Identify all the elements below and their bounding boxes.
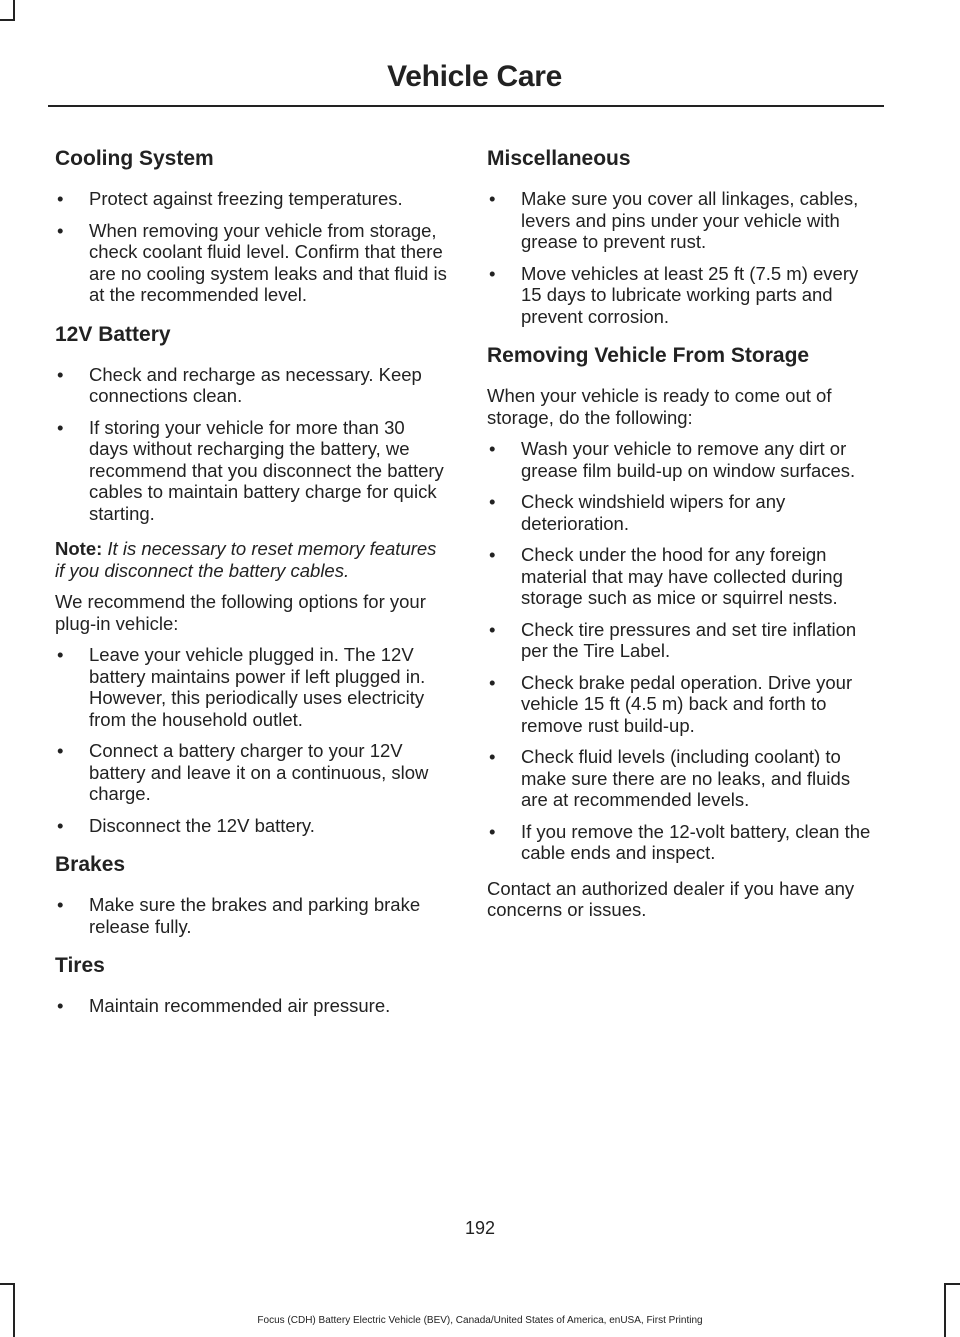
crop-mark-top-left-v (13, 0, 15, 20)
crop-mark-bottom-left-v (13, 1283, 15, 1337)
section-miscellaneous (487, 144, 880, 327)
list-item: • Make sure you cover all linkages, cables, levers and pins under your vehicle with grease to prevent rust. (487, 188, 880, 253)
paragraph: Contact an authorized dealer if you have any concerns or issues. (487, 877, 855, 920)
header-divider (48, 105, 884, 107)
list-item: • When removing your vehicle from storage, check coolant fluid level. Confirm that there are no cooling system leaks and that fluid is at the recommended level. (55, 220, 447, 306)
list-item: • Check and recharge as necessary. Keep connections clean. (55, 364, 447, 407)
paragraph: We recommend the following options for your plug-in vehicle: (55, 591, 426, 634)
section-cooling-system (55, 144, 447, 306)
list-item: • Protect against freezing temperatures. (55, 188, 447, 210)
crop-mark-bottom-right-h (944, 1283, 960, 1285)
page-number: 192 (464, 1218, 496, 1238)
section-tires (55, 951, 447, 1017)
crop-mark-bottom-left-h (0, 1283, 15, 1285)
list-item: • Check under the hood for any foreign material that may have collected during storage such as mice or squirrel nests. (487, 544, 880, 609)
note (55, 538, 447, 581)
bullet-list (487, 438, 880, 864)
list-item: • If you remove the 12-volt battery, clean the cable ends and inspect. (487, 821, 880, 864)
crop-mark-top-left-h (0, 19, 15, 21)
list-item: • Maintain recommended air pressure. (55, 995, 447, 1017)
list-item: • Connect a battery charger to your 12V battery and leave it on a continuous, slow charge. (55, 740, 447, 805)
list-item: • Wash your vehicle to remove any dirt or grease film build-up on window surfaces. (487, 438, 880, 481)
note-text: It is necessary to reset memory features if you disconnect the battery cables. (55, 538, 437, 581)
list-item: • Make sure the brakes and parking brake release fully. (55, 894, 447, 937)
bullet-list (55, 894, 447, 937)
list-item: • Disconnect the 12V battery. (55, 815, 447, 837)
section-heading: Removing Vehicle From Storage (487, 344, 810, 367)
bullet-list (55, 364, 447, 525)
list-item: • Check fluid levels (including coolant) to make sure there are no leaks, and fluids are at recommended levels. (487, 746, 880, 811)
list-item: • Leave your vehicle plugged in. The 12V battery maintains power if left plugged in. However, this periodically uses electricity from the household outlet. (55, 644, 447, 730)
section-heading: Brakes (55, 853, 126, 876)
list-item: • Move vehicles at least 25 ft (7.5 m) every 15 days to lubricate working parts and prevent corrosion. (487, 263, 880, 328)
edition-footer: Focus (CDH) Battery Electric Vehicle (BEV), Canada/United States of America, enUSA, First Printing (257, 1315, 703, 1326)
section-brakes (55, 850, 447, 937)
paragraph: When your vehicle is ready to come out of storage, do the following: (487, 385, 832, 428)
section-heading: Cooling System (55, 147, 214, 170)
crop-mark-bottom-right-v (944, 1283, 946, 1337)
section-heading: Tires (55, 954, 105, 977)
right-column (487, 144, 880, 931)
left-column (55, 144, 447, 1031)
section-removing-from-storage (487, 341, 880, 921)
list-item: • Check brake pedal operation. Drive your vehicle 15 ft (4.5 m) back and forth to remove rust build-up. (487, 672, 880, 737)
page-title: Vehicle Care (387, 60, 562, 93)
bullet-list (487, 188, 880, 327)
bullet-list (55, 995, 447, 1017)
list-item: • Check windshield wipers for any deterioration. (487, 491, 880, 534)
note-label: Note: (55, 538, 103, 559)
section-heading: 12V Battery (55, 322, 171, 346)
bullet-list (55, 188, 447, 306)
list-item: • Check tire pressures and set tire inflation per the Tire Label. (487, 619, 880, 662)
list-item: • If storing your vehicle for more than 30 days without recharging the battery, we recommend that you disconnect the battery cables to maintain battery charge for quick starting. (55, 417, 447, 525)
section-12v-battery (55, 320, 447, 837)
section-heading: Miscellaneous (487, 147, 631, 170)
bullet-list (55, 644, 447, 836)
